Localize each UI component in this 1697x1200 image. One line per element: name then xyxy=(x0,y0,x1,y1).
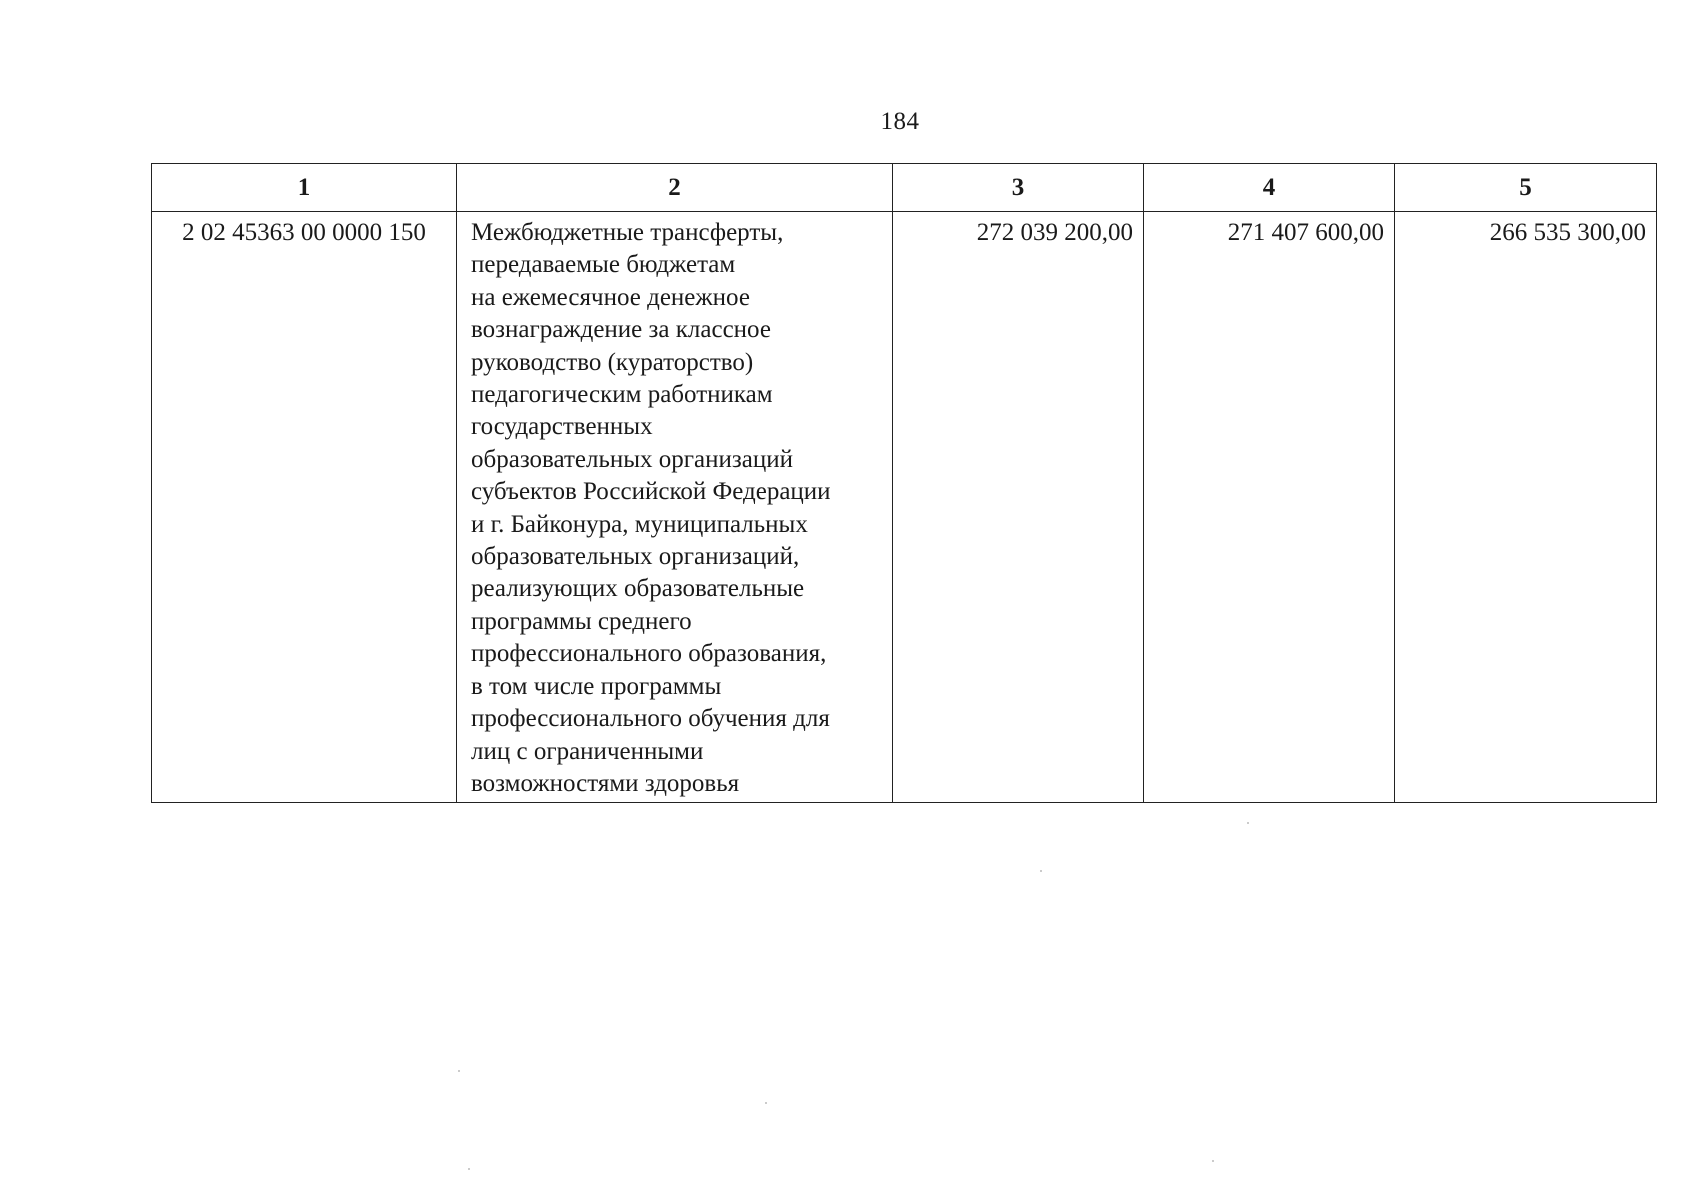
description-line: возможностями здоровья xyxy=(471,769,740,797)
header-col-2: 2 xyxy=(457,164,893,212)
description-line: профессионального образования, xyxy=(471,640,827,668)
budget-code-cell: 2 02 45363 00 0000 150 xyxy=(152,212,457,803)
description-line: руководство (кураторство) xyxy=(471,348,754,376)
scan-speck xyxy=(468,1168,470,1170)
description-line: Межбюджетные трансферты, xyxy=(471,219,784,246)
header-col-3: 3 xyxy=(893,164,1144,212)
scan-speck xyxy=(458,1070,460,1072)
header-col-5: 5 xyxy=(1395,164,1657,212)
amount-col-3-cell: 272 039 200,00 xyxy=(893,212,1144,803)
table-row xyxy=(152,212,1657,803)
description-cell xyxy=(457,212,893,803)
description-line: педагогическим работникам xyxy=(471,381,773,409)
description-line: государственных xyxy=(471,413,653,441)
description-line: субъектов Российской Федерации xyxy=(471,478,831,506)
description-line: образовательных организаций xyxy=(471,445,794,473)
scan-speck xyxy=(1212,1160,1214,1162)
scan-speck xyxy=(765,1102,767,1104)
header-col-1: 1 xyxy=(152,164,457,212)
description-line: реализующих образовательные xyxy=(471,575,805,603)
description-line: профессионального обучения для xyxy=(471,705,830,733)
table-header-row xyxy=(152,164,1657,212)
scan-speck xyxy=(1247,822,1249,824)
header-col-4: 4 xyxy=(1144,164,1395,212)
description-line: образовательных организаций, xyxy=(471,543,800,571)
page-number: 184 xyxy=(880,108,920,135)
description-line: программы среднего xyxy=(471,607,692,635)
description-line: передаваемые бюджетам xyxy=(471,251,736,279)
amount-col-5-cell: 266 535 300,00 xyxy=(1395,212,1657,803)
description-line: в том числе программы xyxy=(471,672,722,700)
description-line: на ежемесячное денежное xyxy=(471,283,750,311)
scan-speck xyxy=(1040,870,1042,872)
amount-col-4-cell: 271 407 600,00 xyxy=(1144,212,1395,803)
description-line: и г. Байконура, муниципальных xyxy=(471,510,808,538)
description-line: лиц с ограниченными xyxy=(471,737,704,765)
description-line: вознаграждение за классное xyxy=(471,316,771,344)
budget-table xyxy=(151,163,1657,803)
